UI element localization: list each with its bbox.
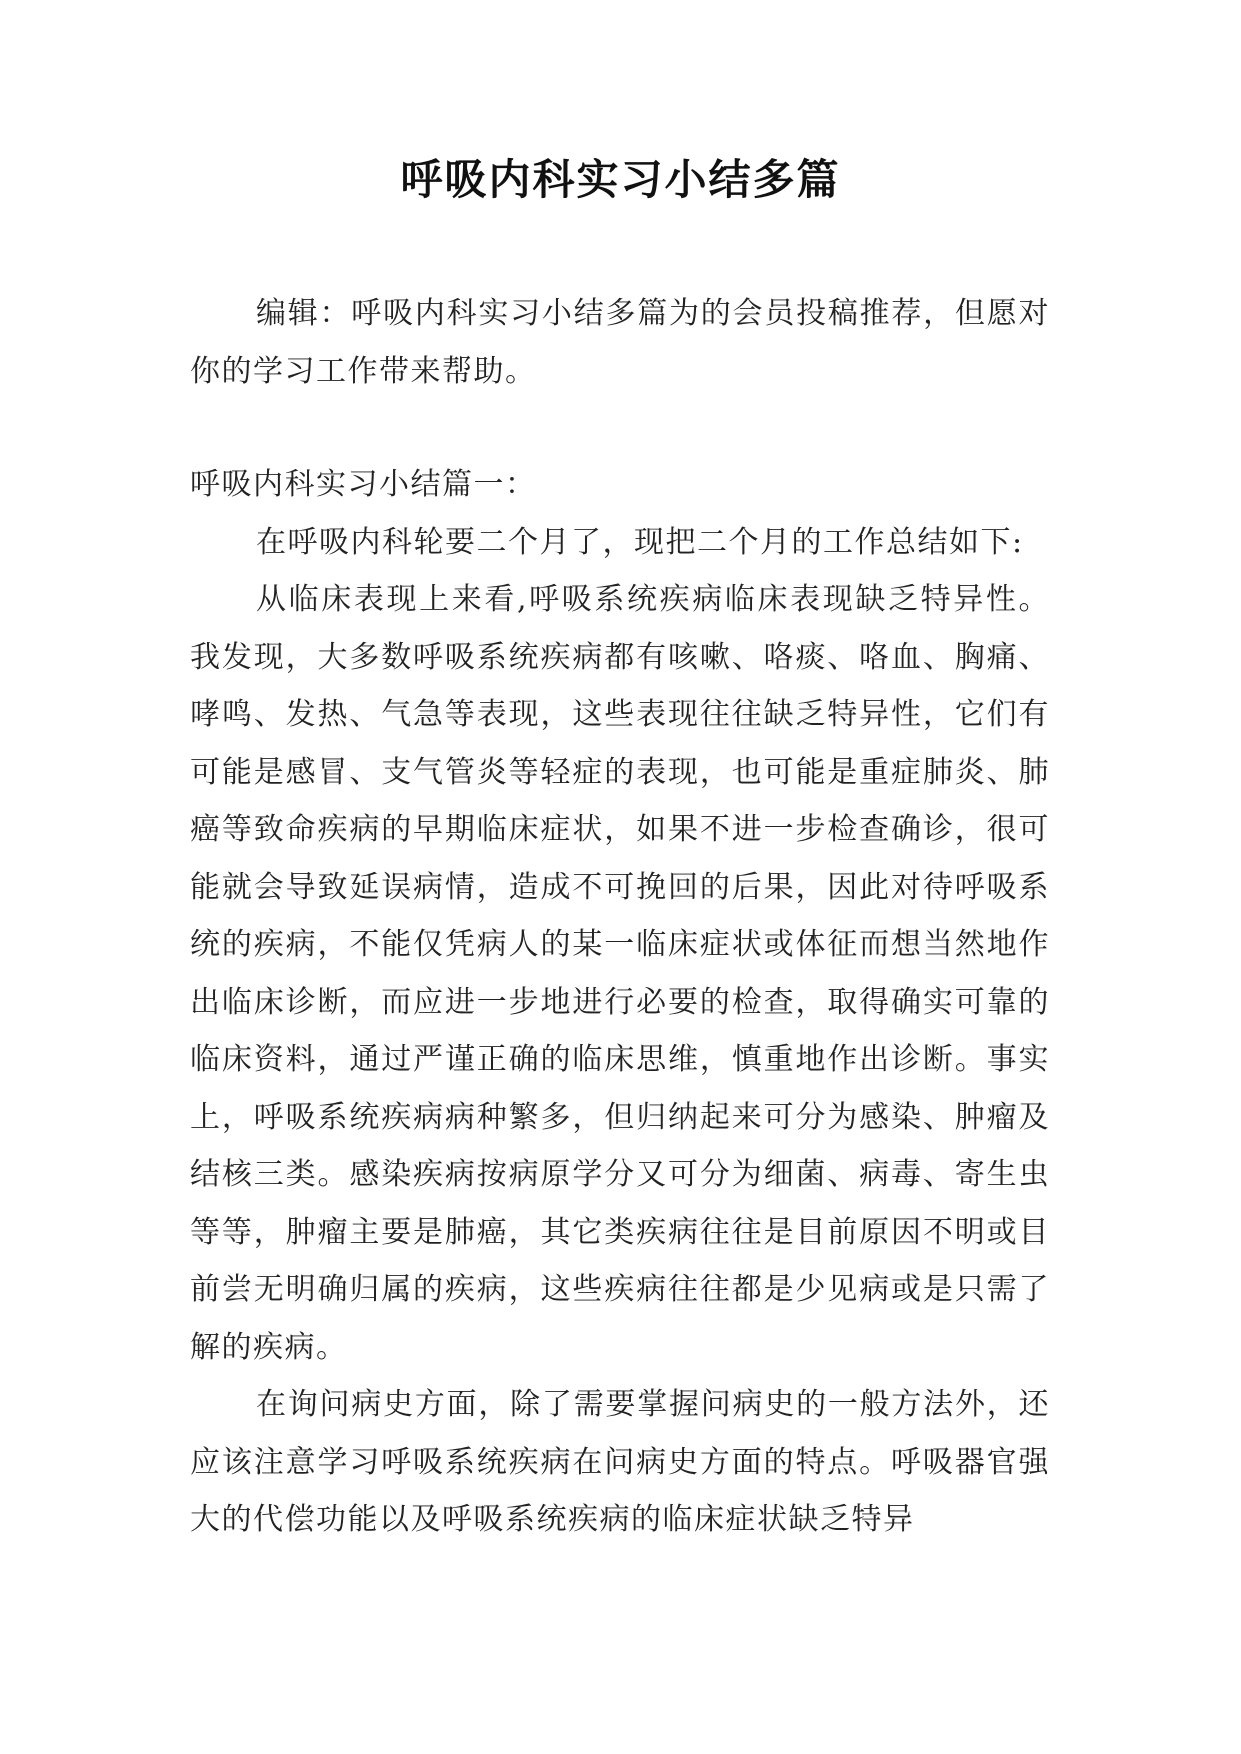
body-paragraph: 在询问病史方面，除了需要掌握问病史的一般方法外，还应该注意学习呼吸系统疾病在问病史方面的特点。呼吸器官强大的代偿功能以及呼吸系统疾病的临床症状缺乏特异	[190, 1387, 1050, 1537]
body-paragraph: 在呼吸内科轮要二个月了，现把二个月的工作总结如下:	[256, 524, 1024, 560]
intro-paragraph: 编辑：呼吸内科实习小结多篇为的会员投稿推荐，但愿对你的学习工作带来帮助。	[190, 296, 1050, 389]
body-paragraph: 从临床表现上来看,呼吸系统疾病临床表现缺乏特异性。我发现，大多数呼吸系统疾病都有咳嗽、咯痰、咯血、胸痛、哮鸣、发热、气急等表现，这些表现往往缺乏特异性，它们有可能是感冒、支气管炎等轻症的表现，也可能是重症肺炎、肺癌等致命疾病的早期临床症状，如果不进一步检查确诊，很可能就会导致延误病情，造成不可挽回的后果，因此对待呼吸系统的疾病，不能仅凭病人的某一临床症状或体征而想当然地作出临床诊断，而应进一步地进行必要的检查，取得确实可靠的临床资料，通过严谨正确的临床思维，慎重地作出诊断。事实上，呼吸系统疾病病种繁多，但归纳起来可分为感染、肿瘤及结核三类。感染疾病按病原学分又可分为细菌、病毒、寄生虫等等，肿瘤主要是肺癌，其它类疾病往往是目前原因不明或目前尝无明确归属的疾病，这些疾病往往都是少见病或是只需了解的疾病。	[190, 582, 1050, 1365]
document-body	[190, 285, 1050, 1549]
document-title: 呼吸内科实习小结多篇	[400, 155, 841, 204]
section-heading: 呼吸内科实习小结篇一：	[190, 467, 537, 502]
